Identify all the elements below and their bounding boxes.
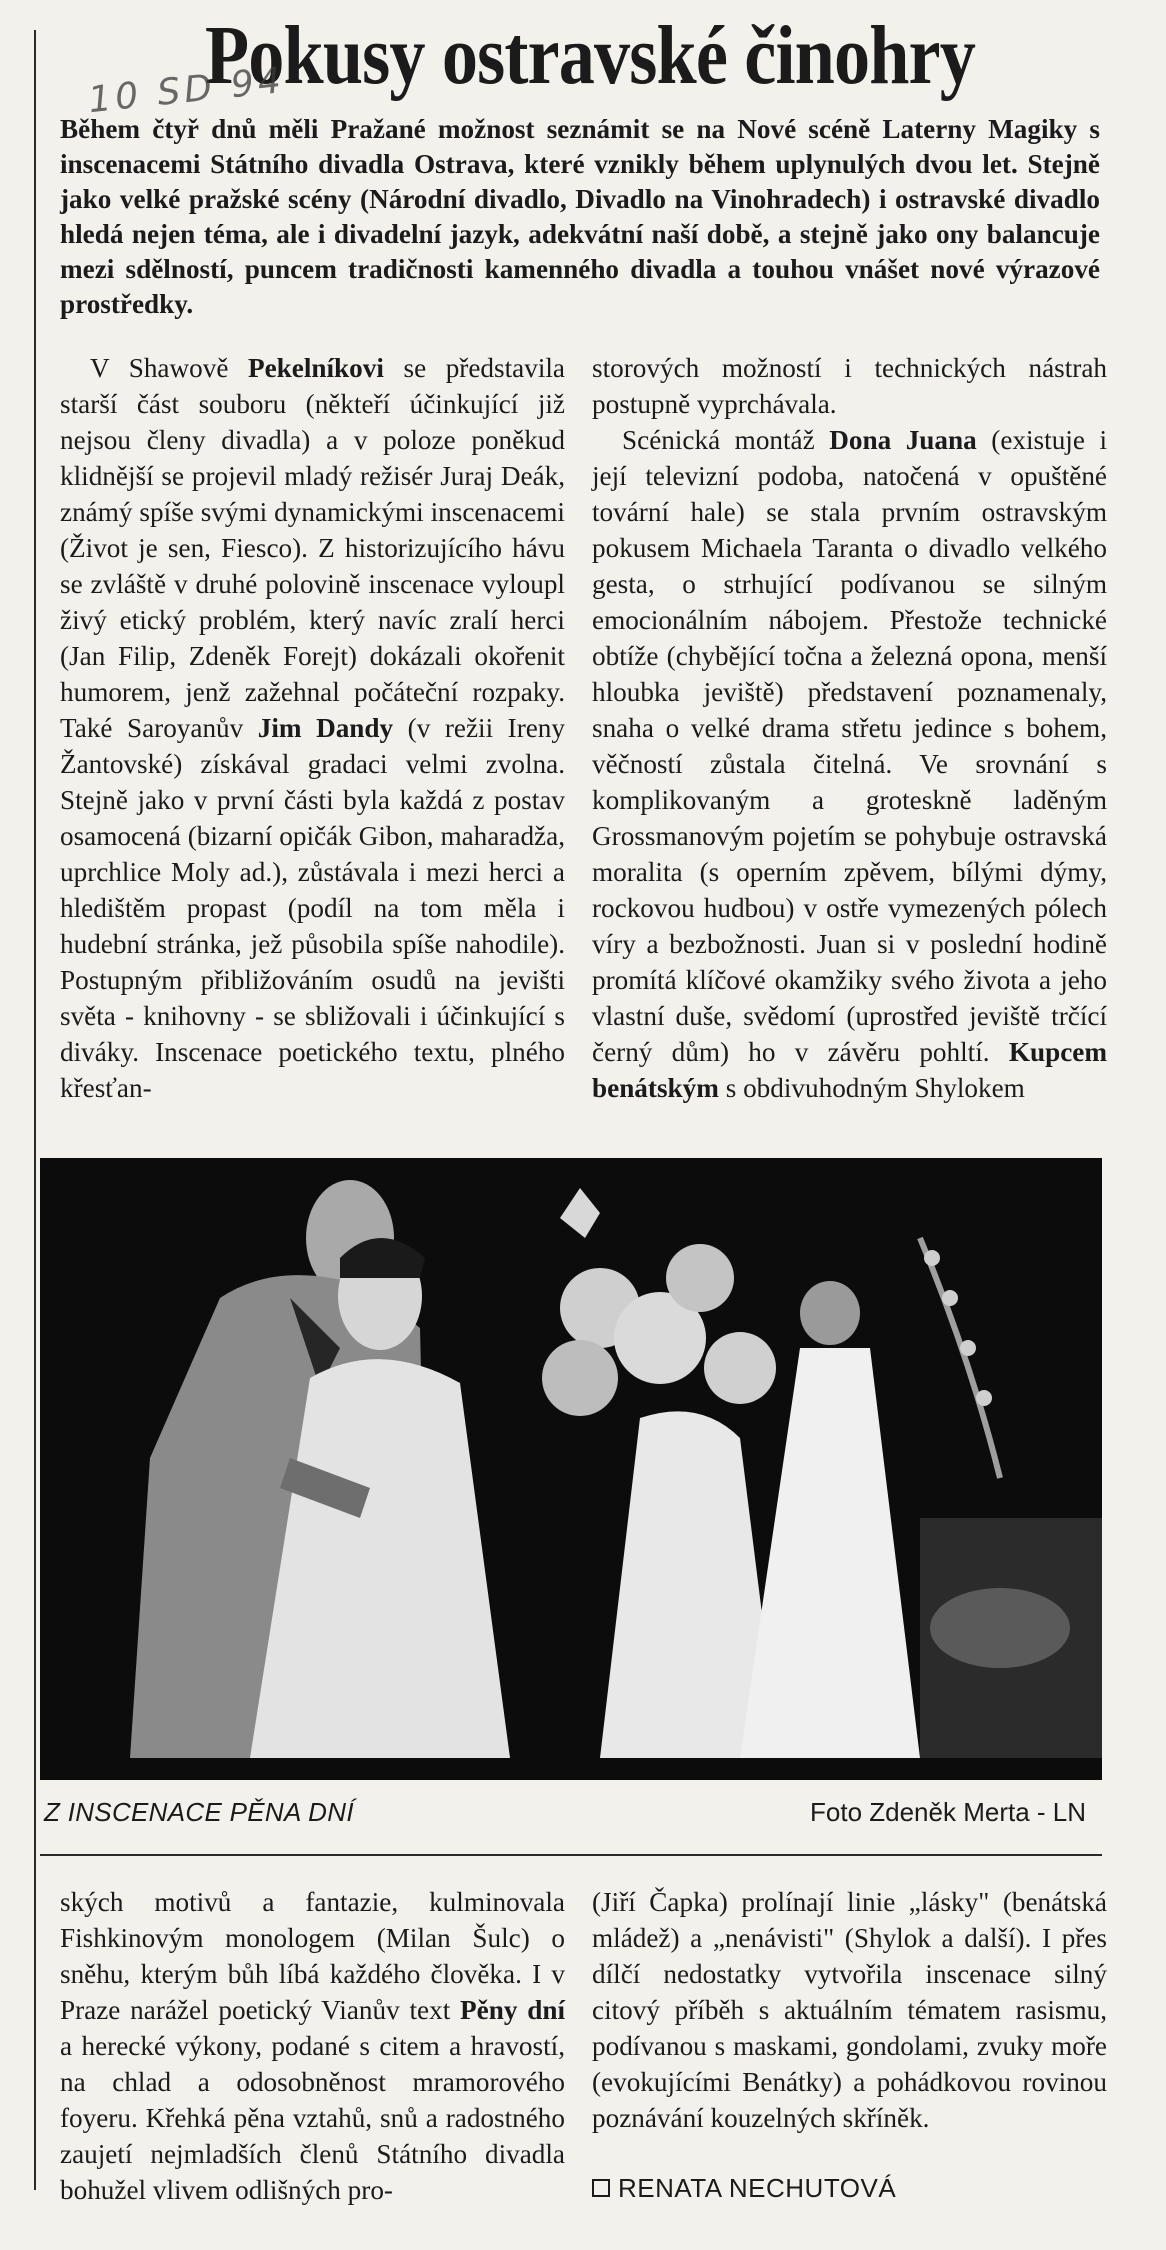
- stage-photo-illustration: [40, 1158, 1102, 1780]
- photo-caption: Z INSCENACE PĚNA DNÍ: [44, 1797, 354, 1827]
- paragraph: ských motivů a fantazie, kulminovala Fishkinovým monologem (Milan Šulc) o sněhu, kterým bůh líbá každého člověka. I v Praze narážel poetický Vianův text Pěny dní a herecké výkony, podané s citem a hravostí, na chlad a odosobněnost mramorového foyeru. Křehká pěna vztahů, snů a radostného zaujetí nejmladších členů Státního divadla bohužel vlivem odlišných pro-: [60, 1887, 566, 2205]
- paragraph: storových možností i technických nástrah postupně vyprchávala.: [592, 353, 1107, 419]
- section-rule: [40, 1854, 1102, 1856]
- column-2: [592, 350, 1107, 1106]
- author-name: RENATA NECHUTOVÁ: [618, 2173, 897, 2203]
- paragraph: Scénická montáž Dona Juana (existuje i její televizní podoba, natočená v opuštěné tovární hale) se stala prvním ostravským pokusem Michaela Taranta o divadlo velkého gesta, o strhující podívanou se silným emocionálním nábojem. Přestože technické obtíže (chybějící točna a železná opona, menší hloubka jeviště) představení poznamenaly, snaha o velké drama střetu jedince s bohem, věčností zůstala čitelná. Ve srovnání s komplikovaným a groteskně laděným Grossmanovým pojetím se pohybuje ostravská moralita (s operním zpěvem, bílými dýmy, rockovou hudbou) v ostře vymezených pólech víry a bezbožnosti. Juan si v poslední hodině promítá klíčové okamžiky svého života a jeho vlastní duše, svědomí (uprostřed jeviště trčící černý dům) ho v závěru pohltí. Kupcem benátským s obdivuhodným Shylokem: [592, 425, 1108, 1103]
- author-byline: [592, 2172, 896, 2204]
- photo-credit: Foto Zdeněk Merta - LN: [810, 1797, 1086, 1827]
- stage-photo: [40, 1158, 1102, 1780]
- handwritten-date-note: 10 SD 94: [86, 59, 287, 122]
- left-column-rule: [34, 30, 36, 2190]
- column-4: [592, 1884, 1107, 2136]
- column-3: [60, 1884, 565, 2208]
- column-1: [60, 350, 565, 1106]
- article-lead: Během čtyř dnů měli Pražané možnost seznámit se na Nové scéně Laterny Magiky s inscenacemi Státního divadla Ostrava, které vznikly během uplynulých dvou let. Stejně jako velké pražské scény (Národní divadlo, Divadlo na Vinohradech) i ostravské divadlo hledá nejen téma, ale i divadelní jazyk, adekvátní naší době, a stejně jako ony balancuje mezi sdělností, puncem tradičnosti kamenného divadla a touhou vnášet nové výrazové prostředky.: [60, 114, 1100, 319]
- article-headline: Pokusy ostravské činohry: [204, 9, 976, 102]
- paragraph: (Jiří Čapka) prolínají linie „lásky" (benátská mládež) a „nenávisti" (Shylok a další). I přes dílčí nedostatky vytvořila inscenace silný citový příběh s aktuálním tématem rasismu, podívanou s maskami, gondolami, zvuky moře (evokujícími Benátky) a pohádkovou rovinou poznávání kouzelných skříněk.: [592, 1887, 1107, 2133]
- paragraph: V Shawově Pekelníkovi se představila starší část souboru (někteří účinkující již nejsou členy divadla) a v poloze poněkud klidnější se projevil mladý režisér Juraj Deák, známý spíše svými dynamickými inscenacemi (Život je sen, Fiesco). Z historizujícího hávu se zvláště v druhé polovině inscenace vyloupl živý etický problém, který navíc zralí herci (Jan Filip, Zdeněk Forejt) dokázali okořenit humorem, jenž zažehnal počáteční rozpaky. Také Saroyanův Jim Dandy (v režii Ireny Žantovské) získával gradaci velmi zvolna. Stejně jako v první části byla každá z postav osamocená (bizarní opičák Gibon, maharadža, uprchlice Moly ad.), zůstávala i mezi herci a hledištěm propast (podíl na tom měla i hudební stránka, jež působila spíše nahodile). Postupným přibližováním osudů na jevišti světa - knihovny - se sbližovali i účinkující s diváky. Inscenace poetického textu, plného křesťan-: [60, 353, 565, 1103]
- square-bullet-icon: [592, 2179, 610, 2197]
